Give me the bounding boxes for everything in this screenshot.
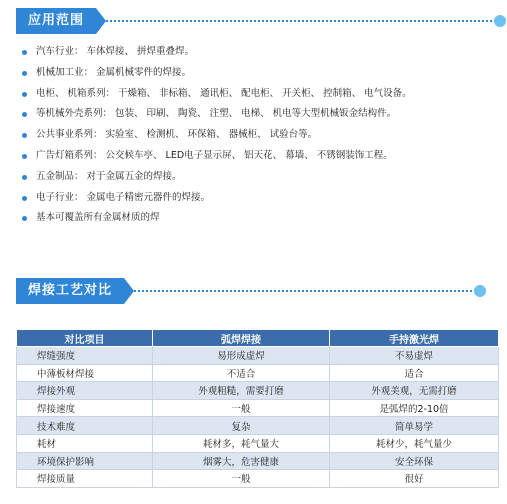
table-row <box>17 434 499 452</box>
table-row <box>17 382 499 400</box>
application-item <box>22 84 412 105</box>
arc-welding-cell: 烟雾大，危害健康 <box>153 452 330 470</box>
arc-welding-cell: 一般 <box>153 399 330 417</box>
application-text: 广告灯箱系列： 公交候车亭、 LED电子显示屏、 铝天花、 幕墙、 不锈钢装饰工程。 <box>36 149 393 161</box>
application-text: 电子行业： 金属电子精密元器件的焊接。 <box>36 191 211 203</box>
section-header-applications <box>16 8 500 34</box>
arc-welding-cell: 易形成虚焊 <box>153 347 330 365</box>
application-text: 等机械外壳系列： 包装、 印刷、 陶瓷、 注塑、 电梯、 机电等大型机械钣金结构件。 <box>36 108 397 120</box>
row-label: 焊接外观 <box>17 382 153 400</box>
divider-end-dot <box>494 15 506 27</box>
arc-welding-cell: 外观粗糙，需要打磨 <box>153 382 330 400</box>
section-divider <box>102 20 492 22</box>
application-item <box>22 42 412 63</box>
laser-welding-cell: 耗材少，耗气量少 <box>330 434 499 452</box>
application-item <box>22 208 412 229</box>
section-header-comparison <box>16 278 500 304</box>
header-arc-welding: 弧焊焊接 <box>153 330 330 347</box>
arc-welding-cell: 不适合 <box>153 364 330 382</box>
laser-welding-cell: 很好 <box>330 470 499 488</box>
application-item <box>22 63 412 84</box>
row-label: 技术难度 <box>17 417 153 435</box>
application-text: 机械加工业： 金属机械零件的焊接。 <box>36 66 192 78</box>
bullet-icon <box>22 92 27 97</box>
bullet-icon <box>22 175 27 180</box>
application-text: 电柜、 机箱系列： 干燥箱、 非标箱、 通讯柜、 配电柜、 开关柜、 控制箱、 电气设备。 <box>36 87 412 99</box>
application-item <box>22 104 412 125</box>
bullet-icon <box>22 196 27 201</box>
bullet-icon <box>22 50 27 55</box>
bullet-icon <box>22 112 27 117</box>
application-text: 公共事业系列： 实验室、 检测机、 环保箱、 器械柜、 试验台等。 <box>36 129 318 141</box>
row-label: 焊接速度 <box>17 399 153 417</box>
laser-welding-cell: 外观美观，无需打磨 <box>330 382 499 400</box>
application-text: 基本可覆盖所有金属材质的焊 <box>36 212 160 224</box>
table-row <box>17 347 499 365</box>
comparison-table <box>16 329 499 488</box>
application-item <box>22 146 412 167</box>
bullet-icon <box>22 154 27 159</box>
divider-end-dot <box>474 285 486 297</box>
bullet-icon <box>22 216 27 221</box>
applications-list <box>22 42 412 229</box>
bullet-icon <box>22 133 27 138</box>
laser-welding-cell: 不易虚焊 <box>330 347 499 365</box>
row-label: 环境保护影响 <box>17 452 153 470</box>
header-laser-welding: 手持激光焊 <box>330 330 499 347</box>
application-text: 五金制品： 对于金属五金的焊接。 <box>36 170 182 182</box>
laser-welding-cell: 安全环保 <box>330 452 499 470</box>
row-label: 耗材 <box>17 434 153 452</box>
arc-welding-cell: 复杂 <box>153 417 330 435</box>
application-item <box>22 167 412 188</box>
header-item: 对比项目 <box>17 330 153 347</box>
arc-welding-cell: 一般 <box>153 470 330 488</box>
section-title-applications: 应用范围 <box>16 8 96 34</box>
row-label: 焊缝强度 <box>17 347 153 365</box>
table-row <box>17 470 499 488</box>
laser-welding-cell: 简单易学 <box>330 417 499 435</box>
table-row <box>17 417 499 435</box>
row-label: 焊接质量 <box>17 470 153 488</box>
table-body <box>17 347 499 488</box>
application-text: 汽车行业： 车体焊接、 拼焊重叠焊。 <box>36 46 195 57</box>
section-title-comparison: 焊接工艺对比 <box>16 278 124 304</box>
table-row <box>17 452 499 470</box>
row-label: 中薄板材焊接 <box>17 364 153 382</box>
table-row <box>17 364 499 382</box>
bullet-icon <box>22 71 27 76</box>
table-row <box>17 399 499 417</box>
application-item <box>22 125 412 146</box>
table-header-row <box>17 330 499 347</box>
application-item <box>22 188 412 209</box>
arc-welding-cell: 耗材多，耗气量大 <box>153 434 330 452</box>
laser-welding-cell: 是弧焊的2-10倍 <box>330 399 499 417</box>
laser-welding-cell: 适合 <box>330 364 499 382</box>
section-divider <box>130 290 472 292</box>
